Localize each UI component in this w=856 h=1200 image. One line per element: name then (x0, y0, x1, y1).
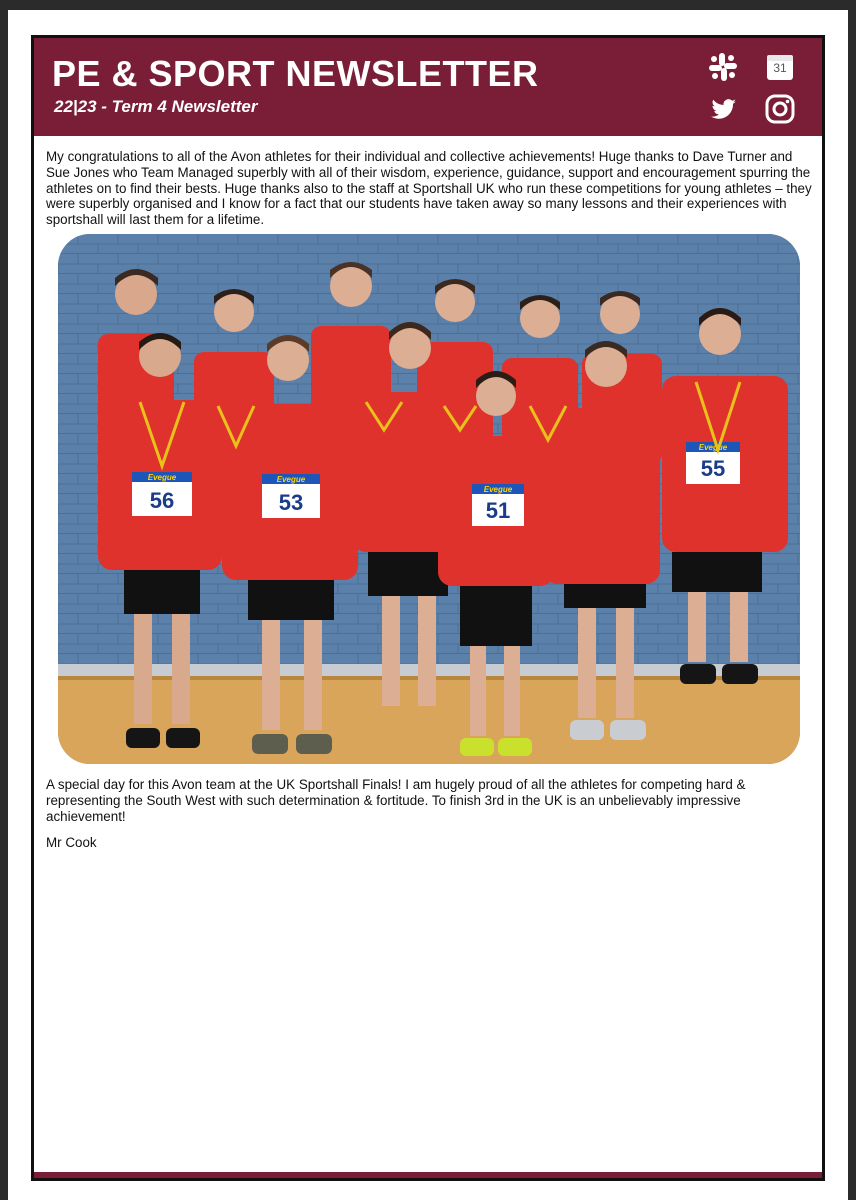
footer-bar (34, 1172, 822, 1178)
instagram-icon[interactable] (763, 92, 797, 126)
bib-4 (686, 442, 740, 484)
bib-4-number: 55 (700, 456, 726, 481)
bib-3 (472, 484, 524, 526)
team-photo (58, 234, 800, 764)
bib-1-brand: Evegue (147, 473, 177, 482)
calendar-day: 31 (773, 61, 787, 75)
signature: Mr Cook (46, 835, 97, 850)
intro-paragraph: My congratulations to all of the Avon athletes for their individual and collective achievements! Huge thanks to Dave Turner and Sue Jones who Team Managed superbly with all of their wisdom, experience, guidance, support and encouragement spurring the athletes on to find their bests. Huge thanks also to the staff at Sportshall UK who run these competitions for young athletes – they were superbly organised and I know for a fact that our students have taken away so many lessons and their experiences with sportshall will last them for a lifetime. (46, 149, 812, 228)
bib-3-number: 51 (485, 498, 511, 523)
header-banner (34, 38, 822, 136)
bib-3-brand: Evegue (483, 485, 513, 494)
closing-paragraph: A special day for this Avon team at the UK Sportshall Finals! I am hugely proud of all the athletes for competing hard & representing the South West with such determination & fortitude. To finish 3rd in the UK is an unbelievably impressive achievement! (46, 777, 746, 824)
calendar-icon[interactable] (763, 50, 797, 84)
newsletter-page (31, 35, 825, 1181)
bib-2-number: 53 (278, 490, 304, 515)
bib-2-brand: Evegue (276, 475, 306, 484)
bib-2 (262, 474, 320, 518)
page-title: PE & SPORT NEWSLETTER (52, 53, 539, 94)
twitter-icon[interactable] (706, 92, 740, 126)
slack-icon[interactable] (706, 50, 740, 84)
newsletter-subtitle: 22|23 - Term 4 Newsletter (54, 97, 258, 116)
bib-1 (132, 472, 192, 516)
bib-1-number: 56 (149, 488, 175, 513)
team-photo-illustration (58, 234, 800, 764)
bib-4-brand: Evegue (698, 443, 728, 452)
